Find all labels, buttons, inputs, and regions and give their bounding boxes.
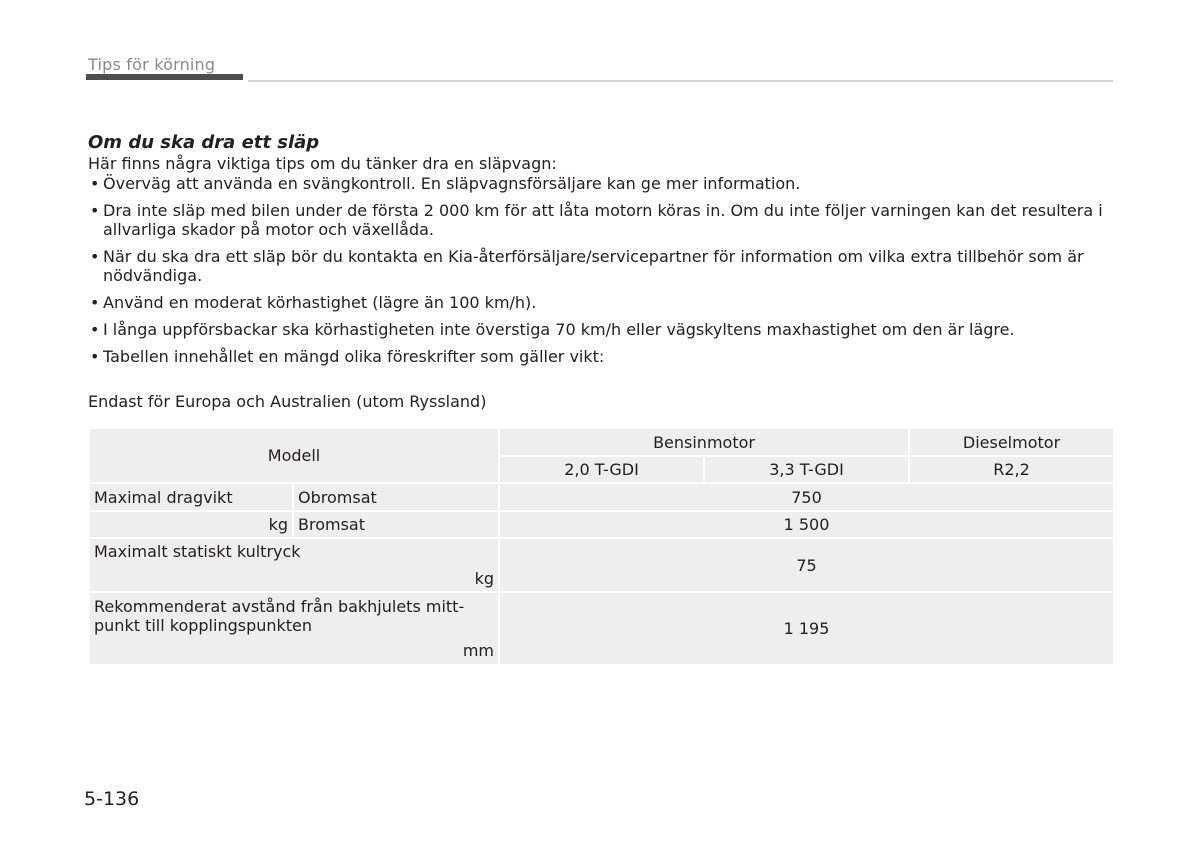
unit-distance: mm	[462, 641, 495, 660]
tip-item: • Överväg att använda en svängkontroll. En släpvagnsförsäljare kan ge mer information.	[88, 174, 1114, 193]
header-engine: 3,3 T-GDI	[704, 456, 909, 483]
table-caption: Endast för Europa och Australien (utom Ryssland)	[88, 392, 487, 411]
header-engine: R2,2	[909, 456, 1114, 483]
row-label-static-load	[89, 538, 499, 592]
tip-item: • Använd en moderat körhastighet (lägre än 100 km/h).	[88, 293, 1114, 312]
row-label-distance	[89, 592, 499, 665]
tip-item: • Dra inte släp med bilen under de första 2 000 km för att låta motorn köras in. Om du inte följer varningen kan det resultera i allvarliga skador på motor och växellåda.	[88, 201, 1114, 239]
header-petrol: Bensinmotor	[499, 428, 909, 456]
unit-max-tow: kg	[89, 511, 293, 538]
header-bar	[86, 74, 243, 80]
page-number: 5-136	[84, 788, 140, 810]
row-sublabel-braked: Bromsat	[293, 511, 499, 538]
tip-item: • Tabellen innehållet en mängd olika föreskrifter som gäller vikt:	[88, 347, 1114, 366]
towing-spec-table	[88, 427, 1115, 666]
value-distance: 1 195	[499, 592, 1114, 665]
label-distance: Rekommenderat avstånd från bakhjulets mitt-punkt till kopplingspunkten	[94, 597, 465, 635]
row-label-max-tow: Maximal dragvikt	[89, 483, 293, 511]
row-sublabel-unbraked: Obromsat	[293, 483, 499, 511]
header-divider	[248, 80, 1113, 82]
intro-text: Här finns några viktiga tips om du tänker dra en släpvagn:	[88, 154, 557, 173]
section-title: Om du ska dra ett släp	[88, 132, 320, 153]
header-model: Modell	[89, 428, 499, 483]
section-header: Tips för körning	[88, 55, 216, 74]
tips-list	[88, 174, 1114, 374]
value-unbraked: 750	[499, 483, 1114, 511]
header-diesel: Dieselmotor	[909, 428, 1114, 456]
value-braked: 1 500	[499, 511, 1114, 538]
value-static-load: 75	[499, 538, 1114, 592]
tip-item: • I långa uppförsbackar ska körhastigheten inte överstiga 70 km/h eller vägskyltens maxhastighet om den är lägre.	[88, 320, 1114, 339]
label-static-load: Maximalt statiskt kultryck	[94, 542, 301, 561]
tip-item: • När du ska dra ett släp bör du kontakta en Kia-återförsäljare/servicepartner för information om vilka extra tillbehör som är nödvändiga.	[88, 247, 1114, 285]
header-engine: 2,0 T-GDI	[499, 456, 704, 483]
unit-static-load: kg	[474, 569, 495, 588]
